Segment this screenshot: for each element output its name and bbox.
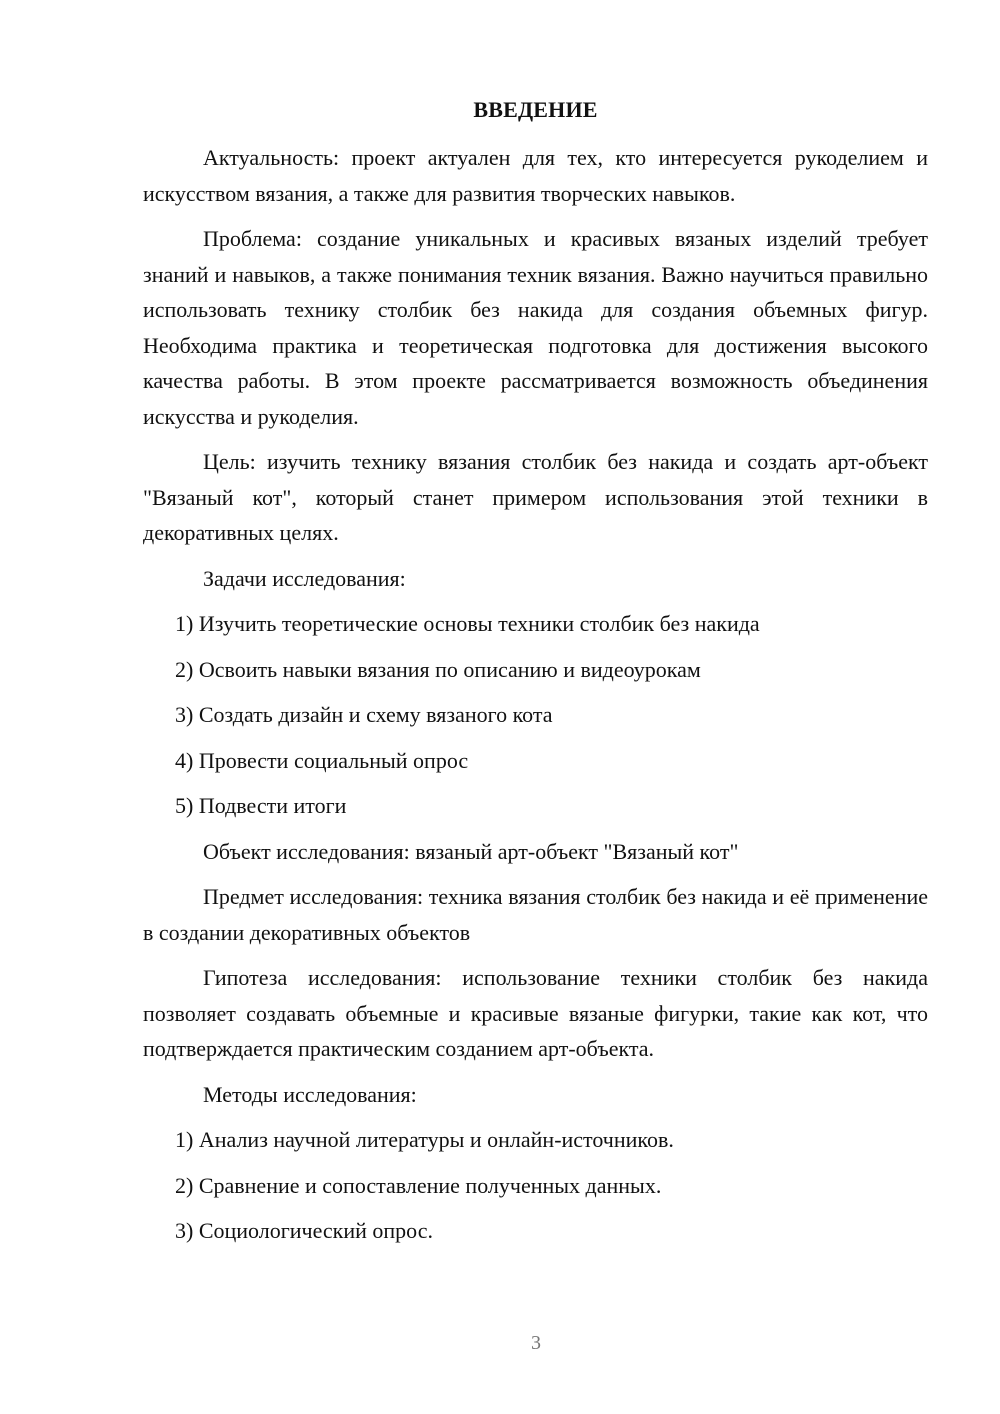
- problem-paragraph: Проблема: создание уникальных и красивых вязаных изделий требует знаний и навыков, а также понимания техник вязания. Важно научиться правильно использовать технику столбик без накида для создания объемных фигур. Необходима практика и теоретическая подготовка для достижения высокого качества работы. В этом проекте рассматривается возможность объединения искусства и рукоделия.: [143, 226, 928, 429]
- page-title: ВВЕДЕНИЕ: [473, 97, 598, 122]
- list-item: 3) Создать дизайн и схему вязаного кота: [175, 702, 553, 727]
- list-item: 3) Социологический опрос.: [175, 1218, 433, 1243]
- list-item: 1) Изучить теоретические основы техники столбик без накида: [175, 611, 760, 636]
- list-item: 2) Освоить навыки вязания по описанию и видеоурокам: [175, 656, 701, 682]
- list-item: 4) Провести социальный опрос: [175, 747, 469, 773]
- document-page: [143, 92, 928, 1259]
- tasks-list: [143, 606, 928, 824]
- list-item: 1) Анализ научной литературы и онлайн-источников.: [175, 1127, 674, 1152]
- hypothesis-paragraph: Гипотеза исследования: использование техники столбик без накида позволяет создавать объемные и красивые вязаные фигурки, такие как кот, что подтверждается практическим созданием арт-объекта.: [143, 965, 928, 1061]
- object-paragraph: Объект исследования: вязаный арт-объект "Вязаный кот": [203, 838, 739, 864]
- list-item: 2) Сравнение и сопоставление полученных данных.: [175, 1172, 662, 1198]
- list-item: 5) Подвести итоги: [175, 793, 347, 818]
- goal-paragraph: Цель: изучить технику вязания столбик без накида и создать арт-объект "Вязаный кот", который станет примером использования этой техники в декоративных целях.: [143, 449, 928, 545]
- methods-heading: Методы исследования:: [203, 1081, 417, 1107]
- tasks-heading: Задачи исследования:: [203, 565, 406, 591]
- subject-paragraph: Предмет исследования: техника вязания столбик без накида и её применение в создании декоративных объектов: [143, 884, 928, 945]
- page-number: 3: [531, 1332, 541, 1354]
- methods-list: [143, 1122, 928, 1249]
- relevance-paragraph: Актуальность: проект актуален для тех, кто интересуется рукоделием и искусством вязания, а также для развития творческих навыков.: [143, 145, 928, 206]
